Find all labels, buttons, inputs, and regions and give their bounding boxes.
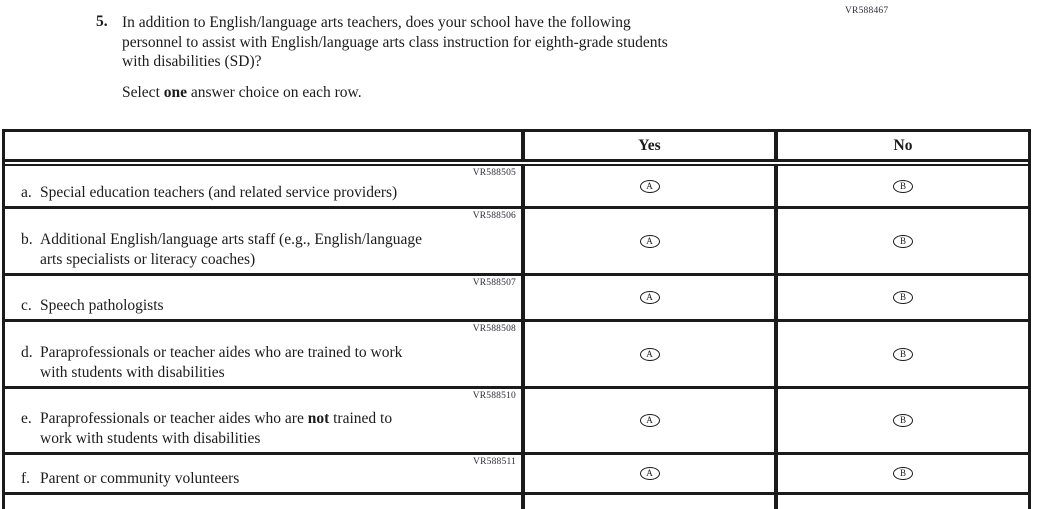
row-label: d. Paraprofessionals or teacher aides who are trained to work with students with disabilities	[21, 344, 403, 381]
row-label: a. Special education teachers (and related service providers)	[21, 183, 398, 201]
table-row-d	[5, 322, 1028, 389]
row-label: c. Speech pathologists	[21, 296, 164, 314]
table-row-e	[5, 389, 1028, 455]
header-empty-cell	[5, 132, 525, 159]
row-label: f. Parent or community volunteers	[21, 469, 240, 487]
vr-code: VR588508	[472, 324, 516, 334]
row-label: b. Additional English/language arts staff (e.g., English/language arts specialists or literacy coaches)	[21, 231, 422, 268]
header-yes: Yes	[525, 132, 778, 159]
vr-code: VR588506	[472, 211, 516, 221]
answer-bubble-no[interactable]: B	[893, 180, 913, 193]
question-line: with disabilities (SD)?	[122, 53, 262, 70]
answer-table	[2, 129, 1031, 509]
answer-bubble-no[interactable]: B	[893, 348, 913, 361]
vr-code: VR588510	[472, 391, 516, 401]
answer-bubble-no[interactable]: B	[893, 414, 913, 427]
row-label: e. Paraprofessionals or teacher aides who are not trained to work with students with disabilities	[21, 410, 393, 447]
question-line: In addition to English/language arts teachers, does your school have the following	[122, 14, 631, 31]
answer-bubble-yes[interactable]: A	[640, 348, 660, 361]
question-text	[122, 13, 668, 72]
vr-code: VR588505	[472, 168, 516, 178]
vr-code: VR588507	[472, 278, 516, 288]
question-number: 5.	[96, 13, 108, 30]
answer-bubble-yes[interactable]: A	[640, 235, 660, 248]
table-row-a	[5, 166, 1028, 209]
question-line: personnel to assist with English/language arts class instruction for eighth-grade students	[122, 33, 668, 51]
table-row-f	[5, 455, 1028, 495]
answer-bubble-yes[interactable]: A	[640, 414, 660, 427]
answer-bubble-yes[interactable]: A	[640, 180, 660, 193]
table-header-row	[5, 132, 1028, 162]
answer-bubble-no[interactable]: B	[893, 467, 913, 480]
table-cutoff-row	[5, 495, 1028, 509]
table-row-c	[5, 276, 1028, 322]
answer-bubble-yes[interactable]: A	[640, 467, 660, 480]
answer-bubble-yes[interactable]: A	[640, 291, 660, 304]
instruction-text: Select one answer choice on each row.	[122, 84, 362, 101]
vr-code: VR588511	[473, 457, 516, 467]
form-vr-code: VR588467	[845, 6, 889, 16]
header-no: No	[893, 136, 913, 154]
table-row-b	[5, 209, 1028, 276]
answer-bubble-no[interactable]: B	[893, 291, 913, 304]
answer-bubble-no[interactable]: B	[893, 235, 913, 248]
